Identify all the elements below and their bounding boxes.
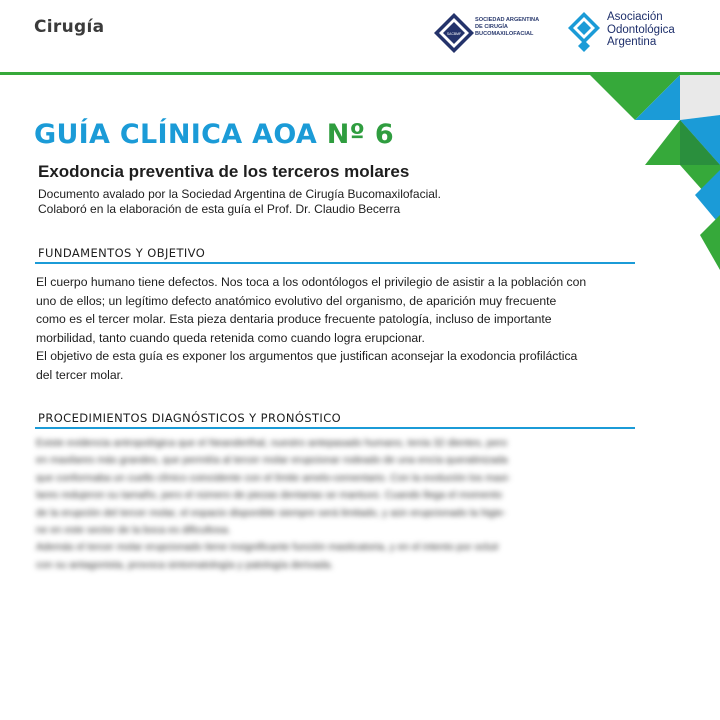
aoa-line-1: Asociación [607,11,663,23]
aoa-name [607,11,717,49]
aoa-logo [566,10,602,54]
section-rule-procedimientos [35,427,635,429]
sacbmf-line-2: DE CIRUGÍA [475,24,508,30]
section-label: Cirugía [34,17,105,37]
blurred-line: lares redujeron su tamaño, pero el número de piezas dentarias se mantuvo. Cuando llega el momento [36,490,502,502]
section-body-fundamentos [36,273,646,385]
sacbmf-name [475,17,555,38]
title-main: GUÍA CLÍNICA AOA [34,119,318,150]
paragraph-line: El cuerpo humano tiene defectos. Nos toca a los odontólogos el privilegio de asistir a la población con [36,275,587,289]
section-heading-procedimientos: PROCEDIMIENTOS DIAGNÓSTICOS Y PRONÓSTICO [38,411,342,425]
section-body-procedimientos-blurred [36,435,636,574]
title-number: Nº 6 [326,119,394,150]
blurred-line: Además el tercer molar erupcionado tiene insignificante función masticatoria, y en el intento por ocluir [36,542,500,554]
blurred-line: en maxilares más grandes, que permitía al tercer molar erupcionar rodeado de una encía queratinizada [36,455,508,467]
paragraph-line: El objetivo de esta guía es exponer los argumentos que justifican aconsejar la exodoncia profiláctica [36,349,578,364]
intro-line-1: Documento avalado por la Sociedad Argentina de Cirugía Bucomaxilofacial. [38,187,441,201]
intro-block [38,187,578,217]
blurred-line: con su antagonista, provoca sintomatología y patología derivada. [36,559,334,571]
page-title [34,119,394,150]
sacbmf-line-1: SOCIEDAD ARGENTINA [475,17,540,23]
sacbmf-line-3: BUCOMAXILOFACIAL [475,31,534,37]
blurred-line: Existe evidencia antropológica que el Neanderthal, nuestro antepasado humano, tenía 32 dientes, pero [36,438,508,449]
page-subtitle: Exodoncia preventiva de los terceros molares [38,162,410,181]
section-rule-fundamentos [35,262,635,264]
aoa-line-3: Argentina [607,36,657,48]
blurred-line: que conformaba un cuello clínico coincidente con el límite amelo-cementario. Con la evolución los maxi- [36,472,511,484]
intro-line-2: Colaboró en la elaboración de esta guía el Prof. Dr. Claudio Becerra [38,202,401,216]
aoa-line-2: Odontológica [607,23,675,36]
decorative-triangles [590,75,720,275]
blurred-line: ne en este sector de la boca es dificultosa. [36,525,231,537]
section-heading-fundamentos: FUNDAMENTOS Y OBJETIVO [38,246,206,260]
paragraph-line: uno de ellos; un legítimo defecto anatómico evolutivo del organismo, de aparición muy frecuente [36,293,557,308]
sacbmf-badge: SACBMF [446,32,462,36]
paragraph-line: morbilidad, tanto cuando queda retenida como cuando logra erupcionar. [36,330,425,345]
blurred-line: de la erupción del tercer molar, el espacio disponible siempre será limitado, y aún erupcionado la higie- [36,507,506,519]
paragraph-line: del tercer molar. [36,367,124,382]
paragraph-line: como es el tercer molar. Esta pieza dentaria produce frecuente patología, incluso de importante [36,312,552,327]
